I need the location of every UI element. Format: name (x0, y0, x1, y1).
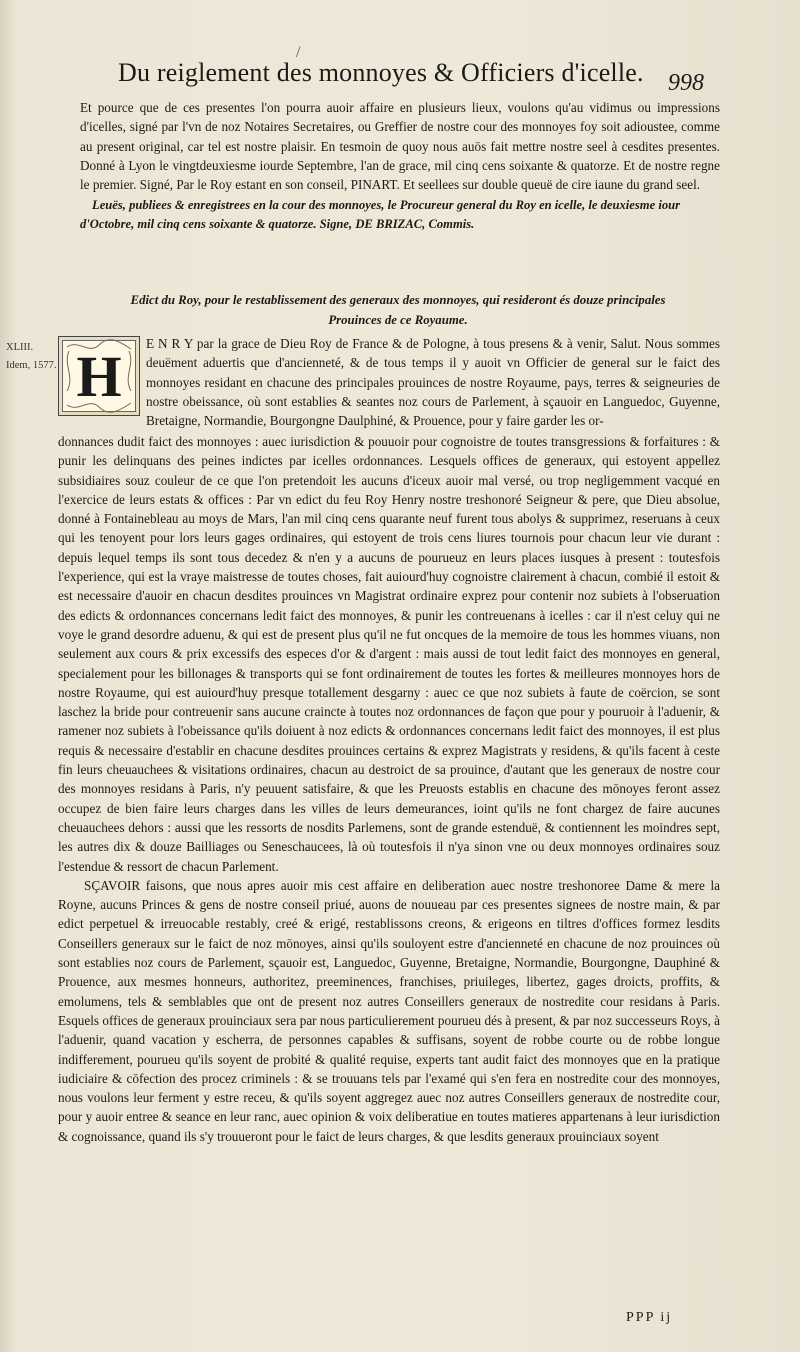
top-mark: / (296, 44, 301, 61)
margin-note-date: Idem, 1577. (6, 360, 57, 371)
registration-note: Leuës, publiees & enregistrees en la cour des monnoyes, le Procureur general du Roy en icelle, le deuxiesme iour d'Octobre, mil cinq cens soixante & quatorze. Signe, DE BRIZAC, Commis. (80, 198, 681, 232)
margin-note-number: XLIII. (6, 342, 34, 353)
main-paragraph: SÇAVOIR faisons, que nous apres auoir mis cest affaire en deliberation auec nostre treshonoree Dame & mere la Royne, aucuns Princes & gens de nostre conseil priué, auons de nouueau par ces presentes signees de nostre main, & par edict perpetuel & irreuocable restably, creé & erigé, restablissons creons, & erigeons en tiltres d'offices formez lesdits Conseillers generaux sur le faict de noz mōnoyes, ainsi qu'ils souloyent estre d'ancienneté en chacune de noz prouinces où sont establies noz cours de Parlement, sçauoir est, Languedoc, Guyenne, Bretaigne, Normandie, Bourgongne, Dauphiné & Prouence, aux mesmes honneurs, authoritez, preeminences, franchises, priuileges, libertez, gages droicts, proffits, & emolumens, tels & semblables que ont de present noz autres Conseillers generaux de nostredite cour residans à Paris. Esquels offices de generaux prouinciaux sera par nous particulierement pourueu dés à present, & par noz successeurs Roys, à l'aduenir, quand vacation y escherra, de personnes capables & suffisans, soyent de robbe courte ou de robbe longue indifferement, pourueu qu'ils soyent de probité & qualité requise, experts tant audit faict des monnoyes que en la pratique iudiciaire & cōfection des procez criminels : & se trouuans tels par l'examé qui s'en fera en nostredite cour des monnoyes, nous voulons leur ferment y estre receu, & qu'ils soyent aggregez auec noz autres Conseillers generaux de nostredite cour, pour y auoir entree & seance en leur ranc, auec opinion & voix deliberatiue en toutes matieres appartenans à leur iurisdiction & cognoissance, quand ils s'y trouueront pour le faict de leurs charges, & que lesdits generaux prouinciaux soyent (58, 877, 720, 1144)
opening-section (146, 334, 720, 430)
page-number: 998 (668, 70, 704, 96)
main-paragraph: donnances dudit faict des monnoyes : auec iurisdiction & pouuoir pour cognoistre de toutes transgressions & forfaitures : & punir les delinquans des peines indictes par icelles ordonnances. Lesquels offices de generaux, qui estoyent appellez subsidiaires souz couleur de ce que l'on pretendoit les aucuns d'iceux auoir mal versé, ou trop negligemment vacqué en l'exercice de leurs estats & offices : Par vn edict du feu Roy Henry nostre treshonoré Seigneur & pere, que Dieu absolue, donné à Fontainebleau au moys de Mars, l'an mil cinq cens quarante neuf furent tous abolys & supprimez, reseruans à ceux qui les tenoyent pour lors leurs gages ordinaires, qui estoyent de trois cens liures tournois pour chacun leur vie durant : depuis lequel temps ils sont tous decedez & n'en y a aucuns de pourueuz en leurs places iusques à present : toutesfois l'experience, qui est la vraye maistresse de toutes choses, fait auiourd'huy cognoistre clairement à chacun, combié il estoit & est necessaire d'auoir en chacun desdites prouinces vn Magistrat ordinaire exprez pour contenir noz subiets à l'obseruation des edicts & ordonnances concernans ledit faict des monnoyes, & punir les contreuenans à icelles : car il n'est celuy qui ne voye le grand desordre aduenu, & qui est de present plus qu'il ne fut oncques de la memoire de tous les hommes viuans, non seulement aux cours & prix excessifs des especes d'or & d'argent : mais aussi de tout ledit faict des monnoyes en general, specialement pour les billonages & transports qui se font ordinairement de toutes les fortes & meilleures monnoyes hors de nostre Royaume, qui est auiourd'huy presque totallement desgarny : auec ce que noz subiets à faute de coërcion, se sont laschez la bride pour contreuenir sans aucune craincte à toutes noz ordonnances de façon que pour y pouruoir à l'aduenir, & ramener noz subiets à l'obeissance qu'ils doiuent à noz edicts & ordonnances concernans ledit faict des monnoyes, il est plus requis & necessaire d'establir en chacune desdites prouinces certains & exprez Magistrats y residens, & qu'ils facent à ceste fin leurs cheuauchees & visitations ordinaires, chacun au destroict de sa prouince, d'autant que les generaux de nostre cour des monnoyes residans à Paris, n'y peuuent satisfaire, & que les Preuosts establis en chacune des mōnoyes feront assez occupez de bien faire leurs charges dans les villes de leurs demeurances, ioint qu'ils ne font chargez de faire aucunes cheuauchees dehors : aussi que les ressorts de nosdits Parlemens, sont de grande estenduë, & contiennent les moindres sept, les autres dix & douze Bailliages ou Seneschaucees, là où toutesfois il n'ya sinon vne ou deux monnoyes ordinaires souz l'estendue & ressort de chacun Parlement. (58, 434, 720, 874)
initial-letter: H (76, 343, 122, 409)
opening-lines: E N R Y par la grace de Dieu Roy de France & de Pologne, à tous presens & à venir, Salut. Nous sommes deuëment aduertis que d'ancienneté, & de tous temps il y auoit vn Officier de general sur le faict des monnoyes residant en chacune des principales prouinces de nostre Royaume, pays, terres & seigneuries de nostre obeissance, où sont establies & seantes noz cours de Parlement, à sçauoir en Languedoc, Guyenne, Bretaigne, Normandie, Bourgongne Daulphiné, & Prouence, pour y faire garder les or- (146, 336, 720, 429)
edict-title: Edict du Roy, pour le restablissement des generaux des monnoyes, qui resideront és douze principales Prouinces de ce Royaume. (130, 293, 666, 327)
running-head: Du reiglement des monnoyes & Officiers d'icelle. (118, 58, 644, 87)
signature-mark: PPP ij (626, 1310, 673, 1325)
intro-section (80, 98, 720, 234)
intro-paragraph: Et pource que de ces presentes l'on pourra auoir affaire en plusieurs lieux, voulons qu'au vidimus ou impressions d'icelles, signé par l'vn de noz Notaires Secretaires, ou Greffier de nostre cour des monnoyes foy soit adioustee, comme au present original, car tel est nostre plaisir. En tesmoin de quoy nous auōs fait mettre nostre seel à cesdites presentes. Donné à Lyon le vingtdeuxiesme iourde Septembre, l'an de grace, mil cinq cens soixante & quatorze. Et de nostre regne le premier. Signé, Par le Roy estant en son conseil, PINART. Et seellees sur double queuë de cire iaune du grand seel. (80, 100, 720, 193)
decorated-initial (58, 336, 140, 416)
main-section (58, 432, 720, 1146)
